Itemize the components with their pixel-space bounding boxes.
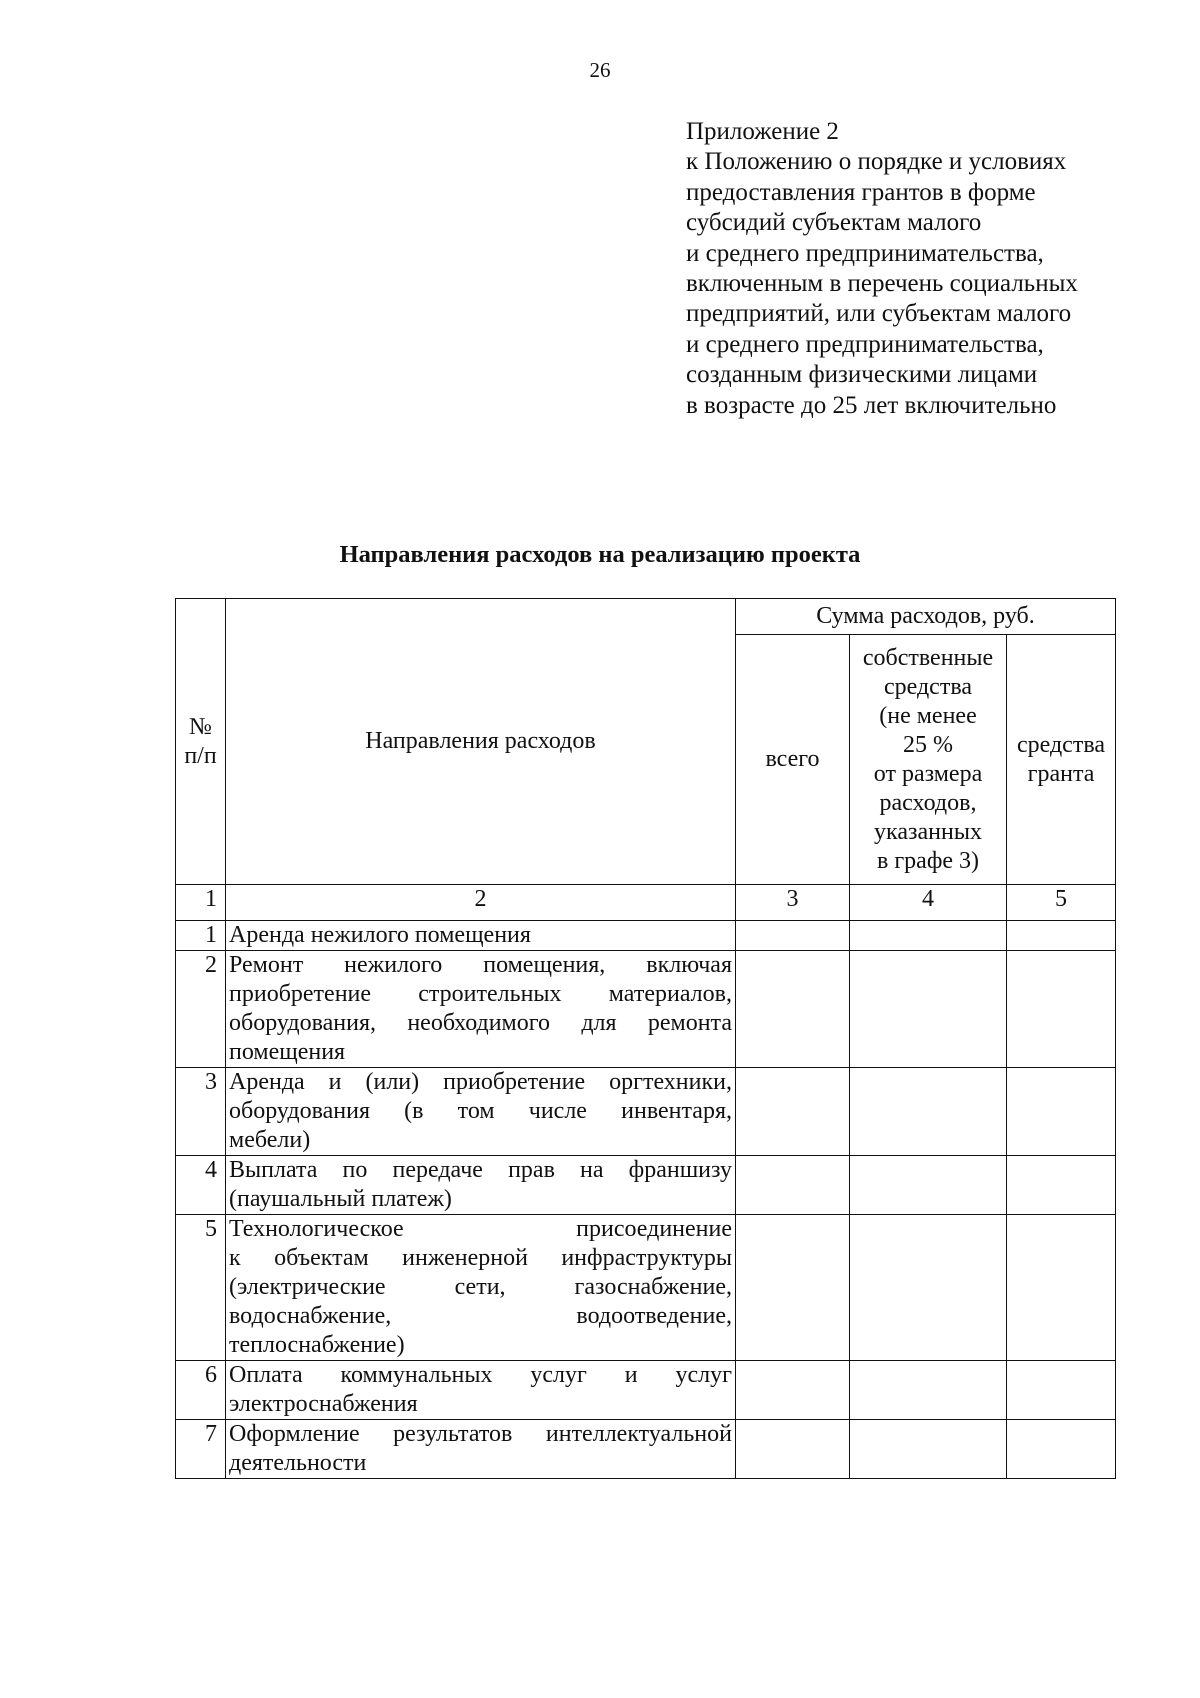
cell-grant[interactable] <box>1007 1361 1116 1420</box>
cell-total[interactable] <box>736 921 850 951</box>
row-direction <box>226 1361 736 1420</box>
appendix-note <box>686 117 1176 421</box>
row-direction <box>226 951 736 1068</box>
header-num-line: п/п <box>184 742 217 769</box>
row-direction-line: Оформление результатов интеллектуальной <box>229 1421 732 1447</box>
row-direction-line: электроснабжения <box>229 1391 418 1417</box>
cell-grant[interactable] <box>1007 1420 1116 1479</box>
row-number: 1 <box>176 921 226 951</box>
row-direction-line: Аренда и (или) приобретение оргтехники, <box>229 1069 732 1095</box>
appendix-line: Приложение 2 <box>686 118 839 145</box>
cell-grant[interactable] <box>1007 1215 1116 1361</box>
cell-grant[interactable] <box>1007 1068 1116 1156</box>
row-direction <box>226 1420 736 1479</box>
row-direction-line: (паушальный платеж) <box>229 1186 452 1212</box>
row-number: 4 <box>176 1156 226 1215</box>
expenses-table <box>175 598 1116 1479</box>
row-direction <box>226 1156 736 1215</box>
row-number: 6 <box>176 1361 226 1420</box>
header-own-line: 25 % <box>903 731 953 758</box>
row-direction-line: теплоснабжение) <box>229 1332 405 1358</box>
row-direction-line: приобретение строительных материалов, <box>229 981 732 1007</box>
appendix-line: и среднего предпринимательства, <box>686 239 1044 267</box>
column-index-row <box>176 885 1116 921</box>
row-direction-line: водоснабжение, водоотведение, <box>229 1303 732 1329</box>
cell-own-funds[interactable] <box>850 1361 1007 1420</box>
row-direction-line: деятельности <box>229 1450 367 1476</box>
row-direction-line: помещения <box>229 1039 346 1065</box>
table-row <box>176 1420 1116 1479</box>
cell-total[interactable] <box>736 951 850 1068</box>
appendix-line: предприятий, или субъектам малого <box>686 300 1072 328</box>
page-number: 26 <box>589 58 611 82</box>
header-own-line: в графе 3) <box>876 847 980 874</box>
row-direction-line: к объектам инженерной инфраструктуры <box>229 1245 732 1271</box>
cell-own-funds[interactable] <box>850 1156 1007 1215</box>
header-own-funds <box>850 635 1007 885</box>
header-own-line: средства <box>883 673 972 700</box>
column-index: 4 <box>850 885 1007 921</box>
header-grant <box>1007 635 1116 885</box>
cell-grant[interactable] <box>1007 1156 1116 1215</box>
cell-total[interactable] <box>736 1156 850 1215</box>
row-direction-line: Технологическое присоединение <box>229 1216 732 1242</box>
header-own-line: собственные <box>862 644 994 671</box>
header-num <box>176 599 226 885</box>
row-number: 3 <box>176 1068 226 1156</box>
header-total: всего <box>736 635 850 885</box>
table-row <box>176 951 1116 1068</box>
header-own-line: расходов, <box>879 789 977 816</box>
header-own-line: (не менее <box>879 702 977 729</box>
appendix-line: и среднего предпринимательства, <box>686 330 1044 358</box>
cell-grant[interactable] <box>1007 951 1116 1068</box>
table-row <box>176 1068 1116 1156</box>
document-title: Направления расходов на реализацию проекта <box>339 541 861 568</box>
row-number: 7 <box>176 1420 226 1479</box>
appendix-line: к Положению о порядке и условиях <box>686 148 1067 176</box>
column-index: 3 <box>736 885 850 921</box>
cell-own-funds[interactable] <box>850 1215 1007 1361</box>
cell-own-funds[interactable] <box>850 951 1007 1068</box>
row-number: 2 <box>176 951 226 1068</box>
header-sum-group: Сумма расходов, руб. <box>736 599 1116 635</box>
cell-grant[interactable] <box>1007 921 1116 951</box>
table-row <box>176 1215 1116 1361</box>
row-direction <box>226 1068 736 1156</box>
header-grant-line: гранта <box>1027 760 1095 787</box>
cell-total[interactable] <box>736 1068 850 1156</box>
row-direction-line: мебели) <box>229 1127 311 1153</box>
row-direction-line: Оплата коммунальных услуг и услуг <box>229 1362 732 1388</box>
row-direction-line: оборудования (в том числе инвентаря, <box>229 1098 732 1124</box>
table-row <box>176 1361 1116 1420</box>
appendix-line: включенным в перечень социальных <box>686 270 1078 298</box>
row-number: 5 <box>176 1215 226 1361</box>
header-num-line: № <box>189 713 212 740</box>
table-row <box>176 921 1116 951</box>
header-own-line: от размера <box>873 760 983 787</box>
table-row <box>176 1156 1116 1215</box>
cell-own-funds[interactable] <box>850 1420 1007 1479</box>
row-direction <box>226 921 736 951</box>
table-header-row <box>176 599 1116 635</box>
cell-total[interactable] <box>736 1215 850 1361</box>
row-direction <box>226 1215 736 1361</box>
cell-own-funds[interactable] <box>850 921 1007 951</box>
column-index: 1 <box>176 885 226 921</box>
row-direction-line: Выплата по передаче прав на франшизу <box>229 1157 732 1183</box>
header-own-line: указанных <box>874 818 982 845</box>
cell-own-funds[interactable] <box>850 1068 1007 1156</box>
appendix-line: в возрасте до 25 лет включительно <box>686 391 1057 419</box>
row-direction-line: Аренда нежилого помещения <box>229 922 531 948</box>
row-direction-line: (электрические сети, газоснабжение, <box>229 1274 732 1300</box>
column-index: 2 <box>226 885 736 921</box>
cell-total[interactable] <box>736 1361 850 1420</box>
column-index: 5 <box>1007 885 1116 921</box>
header-grant-line: средства <box>1016 731 1105 758</box>
appendix-line: субсидий субъектам малого <box>686 209 982 237</box>
row-direction-line: Ремонт нежилого помещения, включая <box>229 952 732 978</box>
appendix-line: предоставления грантов в форме <box>686 178 1036 206</box>
cell-total[interactable] <box>736 1420 850 1479</box>
header-directions: Направления расходов <box>226 599 736 885</box>
row-direction-line: оборудования, необходимого для ремонта <box>229 1010 732 1036</box>
appendix-line: созданным физическими лицами <box>686 361 1038 389</box>
